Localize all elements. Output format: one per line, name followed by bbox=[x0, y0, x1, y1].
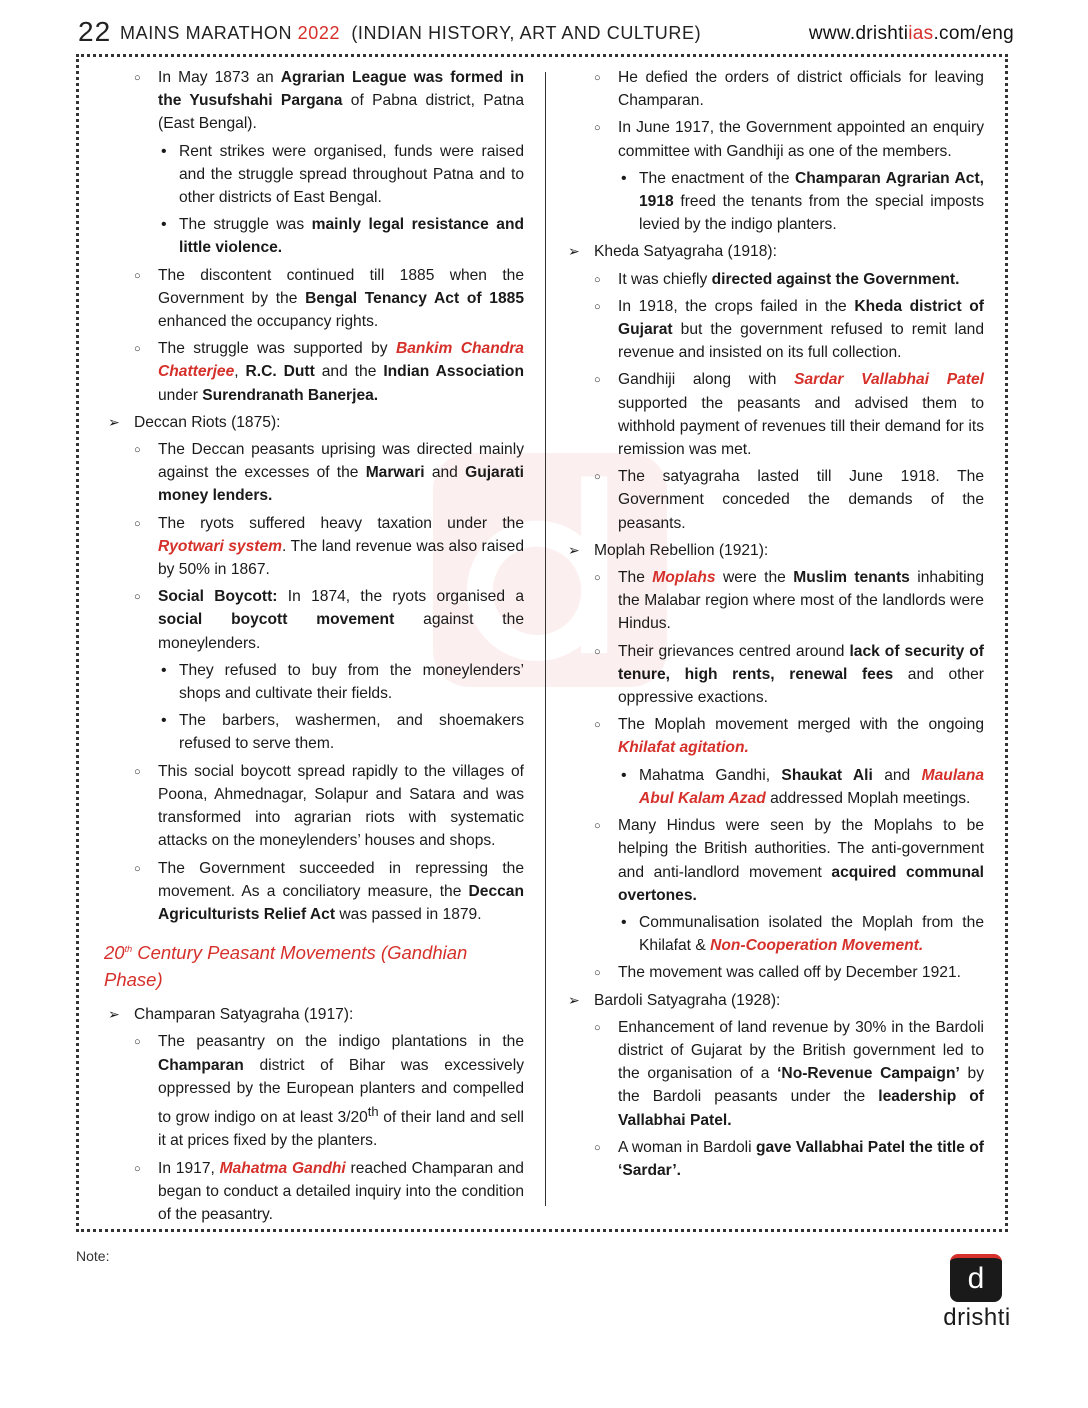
sub-bullet-point bbox=[104, 140, 524, 210]
text-run: Gandhiji along with bbox=[618, 371, 795, 389]
sub-bullet-point bbox=[564, 764, 984, 810]
page-header bbox=[78, 14, 1014, 50]
text-run: In 1917, bbox=[158, 1159, 220, 1177]
bullet-point bbox=[104, 438, 524, 508]
bullet-point bbox=[564, 295, 984, 365]
bullet-point bbox=[104, 857, 524, 927]
text-run: Moplahs bbox=[652, 569, 716, 587]
topic-heading bbox=[104, 411, 524, 434]
text-run: inhabiting the Malabar region where most of the landlords were Hindus. bbox=[618, 569, 984, 633]
text-run: Bengal Tenancy Act of 1885 bbox=[305, 289, 524, 307]
running-title: MAINS MARATHON 2022 (INDIAN HISTORY, ART AND CULTURE) bbox=[120, 23, 702, 43]
text-run: under bbox=[158, 386, 203, 404]
text-run: Marwari bbox=[365, 464, 425, 482]
topic-heading bbox=[564, 539, 984, 562]
text-run: acquired communal overtones. bbox=[618, 863, 984, 904]
text-run: Bankim Chandra Chatterjee bbox=[158, 340, 524, 381]
text-run: Gujarati money lenders. bbox=[158, 464, 524, 505]
text-run: Khilafat agitation. bbox=[618, 739, 749, 757]
text-run: Champaran Satyagraha (1917): bbox=[134, 1006, 354, 1024]
circle-bullet-icon: ○ bbox=[594, 72, 601, 84]
text-run: The ryots suffered heavy taxation under the bbox=[158, 514, 524, 532]
bullet-point bbox=[564, 961, 984, 984]
text-run: and the bbox=[314, 363, 384, 381]
text-run: It was chiefly bbox=[618, 270, 712, 288]
circle-bullet-icon: ○ bbox=[134, 72, 141, 84]
text-run: and bbox=[424, 464, 466, 482]
text-run: social boycott movement bbox=[158, 611, 395, 629]
text-run: The Deccan peasants uprising was directed mainly against the excesses of the bbox=[158, 441, 524, 482]
circle-bullet-icon: ○ bbox=[594, 374, 601, 387]
drishti-logo bbox=[942, 1254, 1012, 1332]
text-run: The discontent continued till 1885 when the Government by the bbox=[158, 266, 524, 307]
text-run: Champaran Agrarian Act, 1918 bbox=[639, 169, 984, 211]
text-run: Bardoli Satyagraha (1928): bbox=[594, 991, 781, 1009]
text-run: The barbers, washermen, and shoemakers refused to serve them. bbox=[179, 712, 524, 753]
circle-bullet-icon: ○ bbox=[594, 1021, 601, 1034]
sub-bullet-point bbox=[104, 659, 524, 705]
text-run: Muslim tenants bbox=[793, 569, 910, 587]
text-run: He defied the orders of district officials for leaving Champaran. bbox=[618, 69, 984, 110]
logo-wordmark: drishti bbox=[943, 1304, 1011, 1331]
arrow-bullet-icon: ➢ bbox=[568, 541, 580, 558]
bullet-point bbox=[564, 268, 984, 291]
left-column bbox=[104, 66, 524, 1230]
bullet-point bbox=[564, 640, 984, 710]
text-run: . The land revenue was also raised by 50% in 1867. bbox=[158, 537, 525, 579]
text-run: The struggle was bbox=[179, 216, 312, 234]
column-divider bbox=[545, 72, 546, 1206]
text-run: In June 1917, the Government appointed an enquiry committee with Gandhiji as one of the members. bbox=[618, 119, 984, 160]
text-run: Enhancement of land revenue by 30% in the Bardoli district of Gujarat by the British government led to the organisation of a bbox=[618, 1018, 984, 1083]
text-run: by the Bardoli peasants under the bbox=[618, 1065, 984, 1106]
topic-heading bbox=[104, 1003, 524, 1026]
dot-bullet-icon: • bbox=[161, 142, 167, 160]
text-run: The bbox=[618, 569, 653, 587]
text-run: Non-Cooperation Movement. bbox=[710, 937, 924, 955]
sub-bullet-point bbox=[104, 709, 524, 755]
dot-bullet-icon: • bbox=[161, 216, 167, 234]
bullet-point bbox=[104, 1157, 524, 1227]
text-run: Kheda Satyagraha (1918): bbox=[594, 243, 777, 261]
text-run: were the bbox=[715, 569, 794, 587]
page-number: 22 bbox=[78, 16, 112, 47]
bullet-point bbox=[104, 66, 524, 136]
text-run: enhanced the occupancy rights. bbox=[158, 313, 379, 331]
bullet-point bbox=[564, 1016, 984, 1132]
circle-bullet-icon: ○ bbox=[594, 122, 601, 135]
text-run: leadership of Vallabhai Patel. bbox=[618, 1088, 984, 1129]
text-run: Mahatma Gandhi bbox=[639, 766, 766, 784]
text-run: In 1918, the crops failed in the bbox=[618, 297, 855, 315]
circle-bullet-icon: ○ bbox=[134, 765, 141, 778]
text-run: Kheda district of Gujarat bbox=[618, 297, 984, 339]
text-run: Shaukat Ali bbox=[781, 766, 873, 784]
circle-bullet-icon: ○ bbox=[594, 471, 601, 484]
text-run: Communalisation isolated the Moplah from the Khilafat & bbox=[639, 913, 984, 955]
circle-bullet-icon: ○ bbox=[594, 645, 601, 658]
circle-bullet-icon: ○ bbox=[134, 343, 141, 356]
text-run: reached Champaran and began to conduct a detailed inquiry into the condition of the peasantry. bbox=[158, 1159, 524, 1224]
dot-bullet-icon: • bbox=[621, 169, 627, 187]
bullet-point bbox=[564, 713, 984, 759]
section-heading bbox=[104, 936, 524, 993]
text-run: lack of security of tenure, high rents, renewal fees bbox=[618, 642, 985, 683]
circle-bullet-icon: ○ bbox=[134, 1036, 141, 1049]
text-run: against the moneylenders. bbox=[158, 611, 524, 652]
text-run: R.C. Dutt bbox=[245, 363, 315, 381]
circle-bullet-icon: ○ bbox=[134, 862, 141, 875]
dot-bullet-icon: • bbox=[621, 913, 627, 931]
text-run: In May 1873 an bbox=[158, 69, 281, 86]
right-column bbox=[564, 66, 984, 1186]
text-run: freed the tenants from the special imposts levied by the indigo planters. bbox=[639, 193, 984, 234]
text-run: of Pabna district, Patna (East Bengal). bbox=[158, 92, 525, 133]
text-run: ‘No-Revenue Campaign’ bbox=[777, 1065, 960, 1083]
circle-bullet-icon: ○ bbox=[594, 820, 601, 833]
text-run: was passed in 1879. bbox=[335, 905, 482, 923]
arrow-bullet-icon: ➢ bbox=[568, 991, 580, 1008]
text-run: th bbox=[124, 944, 133, 955]
text-run: directed against the Government. bbox=[711, 270, 960, 288]
text-run: Indian Association bbox=[383, 363, 524, 381]
text-run: Their grievances centred around bbox=[618, 642, 850, 660]
bullet-point bbox=[564, 1136, 984, 1182]
logo-letter: d bbox=[967, 1262, 985, 1295]
bullet-point bbox=[564, 66, 984, 112]
text-run: The peasantry on the indigo plantations in the bbox=[158, 1033, 524, 1051]
topic-heading bbox=[564, 989, 984, 1012]
text-run: Rent strikes were organised, funds were raised and the struggle spread throughout Patna and to other districts of East Bengal. bbox=[179, 142, 524, 207]
bullet-point bbox=[104, 337, 524, 407]
text-run: The satyagraha lasted till June 1918. The Government conceded the demands of the peasants. bbox=[618, 468, 984, 532]
dot-bullet-icon: • bbox=[161, 661, 167, 679]
text-run: Deccan Riots (1875): bbox=[134, 413, 281, 431]
text-run: 20 bbox=[104, 942, 125, 964]
text-run: The Government succeeded in repressing the movement. As a conciliatory measure, the bbox=[158, 859, 524, 900]
circle-bullet-icon: ○ bbox=[594, 1141, 601, 1154]
text-run: Mahatma Gandhi bbox=[219, 1159, 346, 1177]
text-run: mainly legal resistance and little violence. bbox=[179, 216, 525, 257]
circle-bullet-icon: ○ bbox=[134, 1162, 141, 1175]
text-run: Surendranath Banerjea. bbox=[202, 386, 379, 404]
circle-bullet-icon: ○ bbox=[134, 269, 141, 282]
dot-bullet-icon: • bbox=[621, 766, 627, 784]
arrow-bullet-icon: ➢ bbox=[568, 243, 580, 260]
circle-bullet-icon: ○ bbox=[134, 444, 141, 457]
text-run: district of Bihar was excessively oppressed by the European planters and compelled to grow indigo on at least 3/20 bbox=[158, 1056, 524, 1127]
text-run: gave Vallabhai Patel the title of ‘Sardar’. bbox=[618, 1138, 984, 1179]
topic-heading bbox=[564, 240, 984, 263]
text-run: The struggle was supported by bbox=[158, 340, 396, 358]
sub-bullet-point bbox=[104, 213, 524, 259]
text-run: , bbox=[234, 363, 246, 381]
sub-bullet-point bbox=[564, 911, 984, 957]
website-link[interactable]: www.drishtiias.com/eng bbox=[808, 23, 1014, 44]
text-run: Sardar Vallabhai Patel bbox=[794, 371, 984, 389]
bullet-point bbox=[564, 814, 984, 907]
text-run: A woman in Bardoli bbox=[618, 1138, 756, 1156]
circle-bullet-icon: ○ bbox=[594, 300, 601, 313]
circle-bullet-icon: ○ bbox=[594, 719, 601, 732]
text-run: of their land and sell it at prices fixed by the planters. bbox=[158, 1109, 524, 1150]
text-run: The Moplah movement merged with the ongoing bbox=[618, 716, 984, 734]
text-run: The enactment of the bbox=[639, 169, 795, 187]
circle-bullet-icon: ○ bbox=[134, 517, 141, 530]
text-run: Deccan Agriculturists Relief Act bbox=[158, 882, 524, 923]
text-run: Century Peasant Movements (Gandhian Phase) bbox=[104, 942, 468, 991]
text-run: Agrarian League was formed in the Yusufshahi Pargana bbox=[158, 69, 524, 110]
text-run: supported the peasants and advised them to withhold payment of revenues till their demand for its remission was met. bbox=[618, 394, 984, 459]
bullet-point bbox=[564, 465, 984, 535]
text-run: In 1874, the ryots organised a bbox=[277, 588, 524, 606]
text-run: and other oppressive exactions. bbox=[618, 665, 984, 707]
text-run: but the government refused to remit land revenue and insisted on its full collection. bbox=[618, 321, 984, 362]
text-run: and bbox=[872, 766, 922, 784]
bullet-point bbox=[104, 585, 524, 655]
text-run: Moplah Rebellion (1921): bbox=[594, 541, 769, 559]
text-run: This social boycott spread rapidly to the villages of Poona, Ahmednagar, Solapur and Satara and was transformed into agrarian riots with systematic attacks on the moneylenders’ houses and shops. bbox=[158, 762, 524, 850]
note-label: Note: bbox=[76, 1248, 110, 1264]
arrow-bullet-icon: ➢ bbox=[108, 413, 120, 430]
bullet-point bbox=[104, 264, 524, 334]
bullet-point bbox=[104, 760, 524, 853]
arrow-bullet-icon: ➢ bbox=[108, 1006, 120, 1023]
bullet-point bbox=[564, 566, 984, 636]
dot-bullet-icon: • bbox=[161, 712, 167, 730]
text-run: addressed Moplah meetings. bbox=[765, 789, 971, 807]
text-run: th bbox=[367, 1104, 379, 1120]
text-run: They refused to buy from the moneylenders’ shops and cultivate their fields. bbox=[179, 661, 524, 703]
text-run: Many Hindus were seen by the Moplahs to be helping the British authorities. The anti-government and anti-landlord movement bbox=[618, 817, 984, 881]
text-run: The movement was called off by December 1921. bbox=[618, 964, 961, 982]
bullet-point bbox=[104, 1030, 524, 1152]
bullet-point bbox=[564, 368, 984, 461]
circle-bullet-icon: ○ bbox=[594, 967, 601, 980]
circle-bullet-icon: ○ bbox=[594, 273, 601, 286]
text-run: Ryotwari system bbox=[158, 537, 283, 555]
circle-bullet-icon: ○ bbox=[594, 572, 601, 585]
bullet-point bbox=[564, 116, 984, 162]
text-run: Champaran bbox=[158, 1056, 244, 1074]
text-run: , bbox=[765, 766, 782, 784]
circle-bullet-icon: ○ bbox=[134, 591, 141, 604]
sub-bullet-point bbox=[564, 167, 984, 237]
bullet-point bbox=[104, 512, 524, 582]
text-run: Social Boycott: bbox=[158, 588, 278, 606]
text-run: Maulana Abul Kalam Azad bbox=[639, 766, 985, 807]
